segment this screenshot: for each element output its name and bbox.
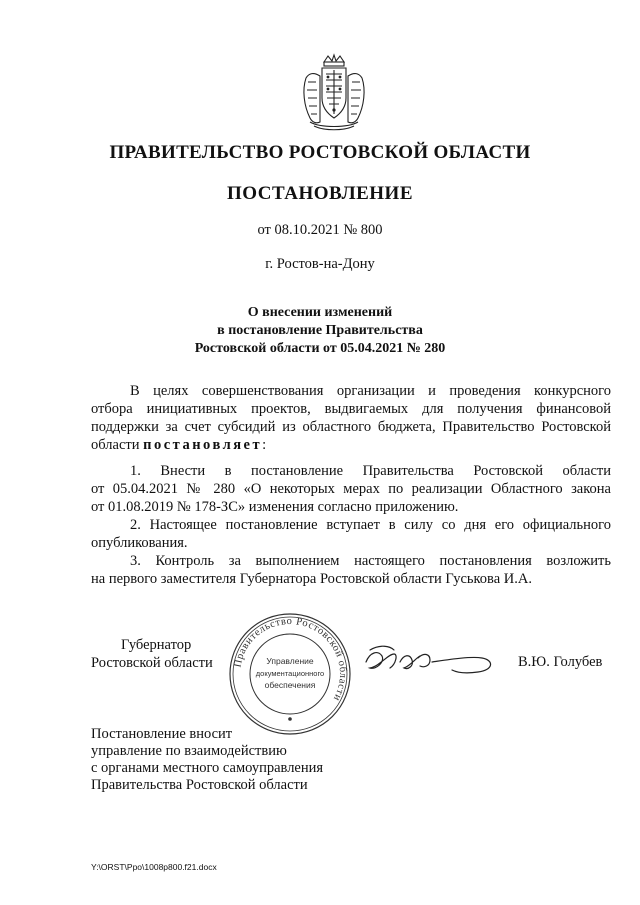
document-subject [0, 304, 640, 358]
text-line: отбора инициативных проектов, выдвигаемых для получения финансовой [91, 401, 611, 417]
note-line: Постановление вносит [91, 726, 233, 742]
subject-line: О внесении изменений [247, 305, 393, 320]
text-line: опубликования. [91, 535, 188, 551]
signatory-role [91, 636, 213, 672]
text-line: на первого заместителя Губернатора Ростовской области Гуськова И.А. [91, 571, 532, 587]
note-line: с органами местного самоуправления [91, 760, 324, 776]
text-line: от 05.04.2021 № 280 «О некоторых мерах по реализации Областного закона [91, 481, 611, 497]
text-line [91, 436, 611, 454]
stamp-center-line: обеспечения [264, 680, 316, 690]
decree-word: постановляет [143, 437, 263, 453]
subject-line: в постановление Правительства [217, 323, 423, 338]
stamp-center-line: документационного [255, 669, 325, 678]
text-line: от 01.08.2019 № 178-ЗС» изменения согласно приложению. [91, 499, 459, 515]
file-path-footer: Y:\ORST\Ppo\1008p800.f21.docx [91, 862, 217, 872]
document-date-number: от 08.10.2021 № 800 [257, 222, 383, 238]
handwritten-signature [360, 640, 500, 680]
subject-line: Ростовской области от 05.04.2021 № 280 [194, 341, 446, 356]
text-line: В целях совершенствования организации и проведения конкурсного [130, 383, 611, 399]
note-line: Правительства Ростовской области [91, 777, 308, 793]
signatory-name: В.Ю. Голубев [518, 654, 603, 670]
government-title: ПРАВИТЕЛЬСТВО РОСТОВСКОЙ ОБЛАСТИ [109, 142, 531, 163]
note-line: управление по взаимодействию [91, 743, 287, 759]
text-line: 2. Настоящее постановление вступает в силу со дня его официального [130, 517, 611, 533]
text-line: 1. Внести в постановление Правительства Ростовской области [130, 463, 611, 479]
item-3-paragraph [91, 552, 611, 588]
submitter-note [91, 726, 323, 794]
document-city: г. Ростов-на-Дону [265, 256, 375, 272]
signatory-role-line: Губернатор [121, 637, 192, 653]
text-line: поддержки за счет субсидий из областного бюджета, Правительство Ростовской [91, 419, 611, 435]
official-stamp [228, 612, 352, 736]
stamp-center-line: Управление [266, 656, 314, 666]
signatory-role-line: Ростовской области [91, 655, 213, 671]
stamp-ring-text: Правительство Ростовской области [232, 615, 349, 703]
item-1-paragraph [91, 462, 611, 516]
preamble-paragraph [91, 382, 611, 454]
text-fragment: : [262, 437, 267, 453]
text-fragment: области [91, 437, 144, 453]
document-type: ПОСТАНОВЛЕНИЕ [226, 183, 414, 204]
text-line: 3. Контроль за выполнением настоящего постановления возложить [130, 553, 611, 569]
coat-of-arms-icon [296, 52, 372, 132]
item-2-paragraph [91, 516, 611, 552]
